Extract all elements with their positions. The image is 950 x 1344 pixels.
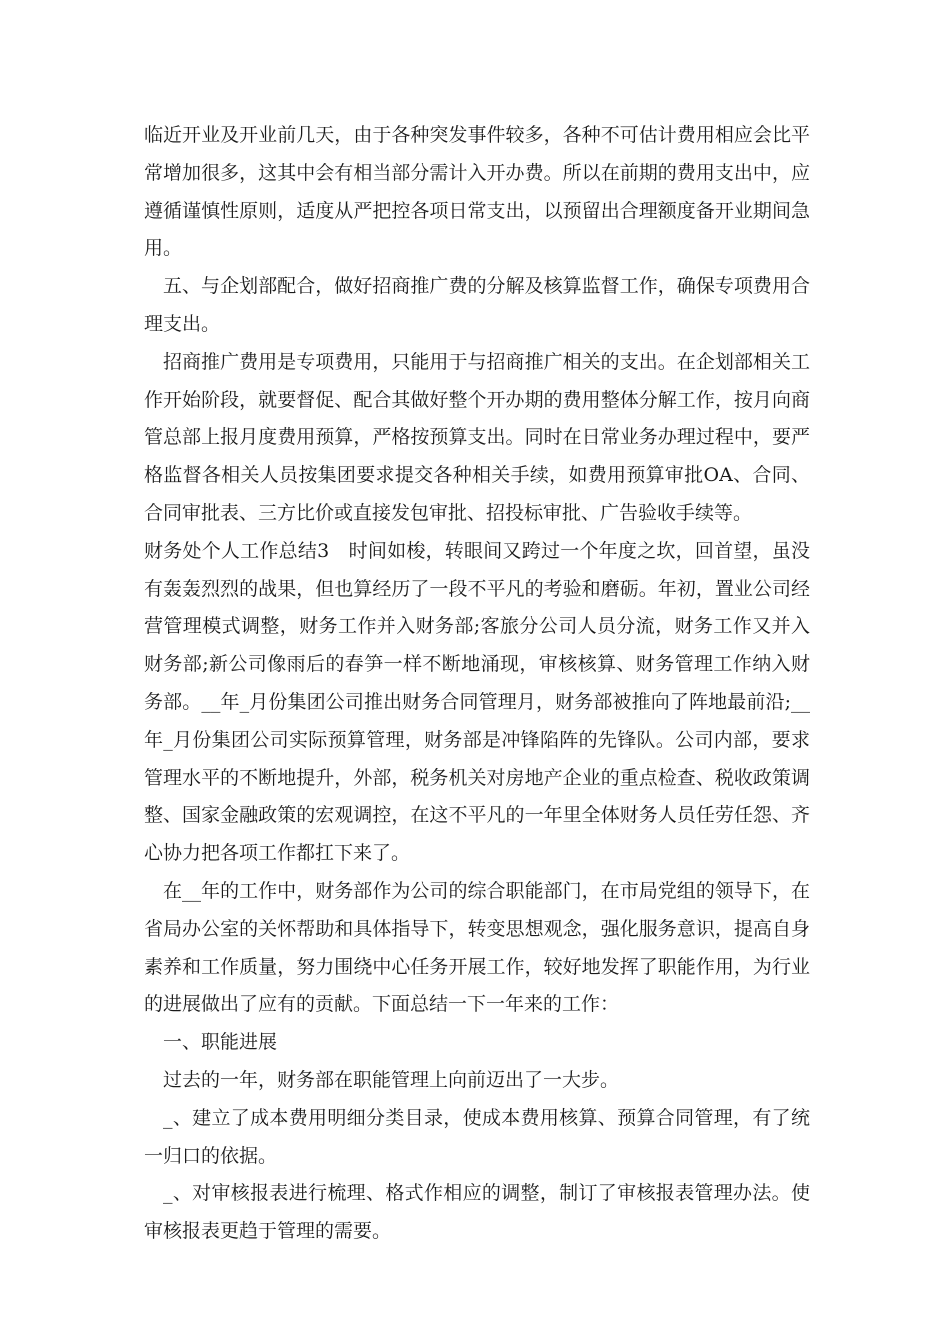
list-item-audit-reports: _、对审核报表进行梳理、格式作相应的调整，制订了审核报表管理办法。使审核报表更趋于管理的需要。 <box>144 1182 810 1243</box>
section-heading-function-progress: 一、职能进展 <box>163 1031 278 1054</box>
paragraph-year-work: 在__年的工作中，财务部作为公司的综合职能部门，在市局党组的领导下，在省局办公室的关怀帮助和具体指导下，转变思想观念，强化服务意识，提高自身素养和工作质量，努力围绕中心任务开展工作，较好地发挥了职能作用，为行业的进展做出了应有的贡献。下面总结一下一年来的工作： <box>144 879 810 1016</box>
paragraph-past-year: 过去的一年，财务部在职能管理上向前迈出了一大步。 <box>163 1068 620 1091</box>
paragraph-promotion-expenses: 招商推广费用是专项费用，只能用于与招商推广相关的支出。在企划部相关工作开始阶段，就要督促、配合其做好整个开办期的费用整体分解工作，按月向商管总部上报月度费用预算，严格按预算支出。同时在日常业务办理过程中，要严格监督各相关人员按集团要求提交各种相关手续，如费用预算审批OA、合同、合同审批表、三方比价或直接发包审批、招投标审批、广告验收手续等。 <box>144 350 810 524</box>
paragraph-section-five-heading: 五、与企划部配合，做好招商推广费的分解及核算监督工作，确保专项费用合理支出。 <box>144 275 810 335</box>
paragraph-summary-three: 财务处个人工作总结3 时间如梭，转眼间又跨过一个年度之坎，回首望，虽没有轰轰烈烈的战果，但也算经历了一段不平凡的考验和磨砺。年初，置业公司经营管理模式调整，财务工作并入财务部;客旅分公司人员分流，财务工作又并入财务部;新公司像雨后的春笋一样不断地涌现，审核核算、财务管理工作纳入财务部。__年_月份集团公司推出财务合同管理月，财务部被推向了阵地最前沿;__年_月份集团公司实际预算管理，财务部是冲锋陷阵的先锋队。公司内部，要求管理水平的不断地提升，外部，税务机关对房地产企业的重点检查、税收政策调整、国家金融政策的宏观调控，在这不平凡的一年里全体财务人员任劳任怨、齐心协力把各项工作都扛下来了。 <box>144 539 810 865</box>
list-item-cost-catalog: _、建立了成本费用明细分类目录，使成本费用核算、预算合同管理，有了统一归口的依据。 <box>144 1106 810 1167</box>
document-body <box>144 117 810 1251</box>
paragraph-opening-expenses: 临近开业及开业前几天，由于各种突发事件较多，各种不可估计费用相应会比平常增加很多，这其中会有相当部分需计入开办费。所以在前期的费用支出中，应遵循谨慎性原则，适度从严把控各项日常支出，以预留出合理额度备开业期间急用。 <box>144 124 810 260</box>
